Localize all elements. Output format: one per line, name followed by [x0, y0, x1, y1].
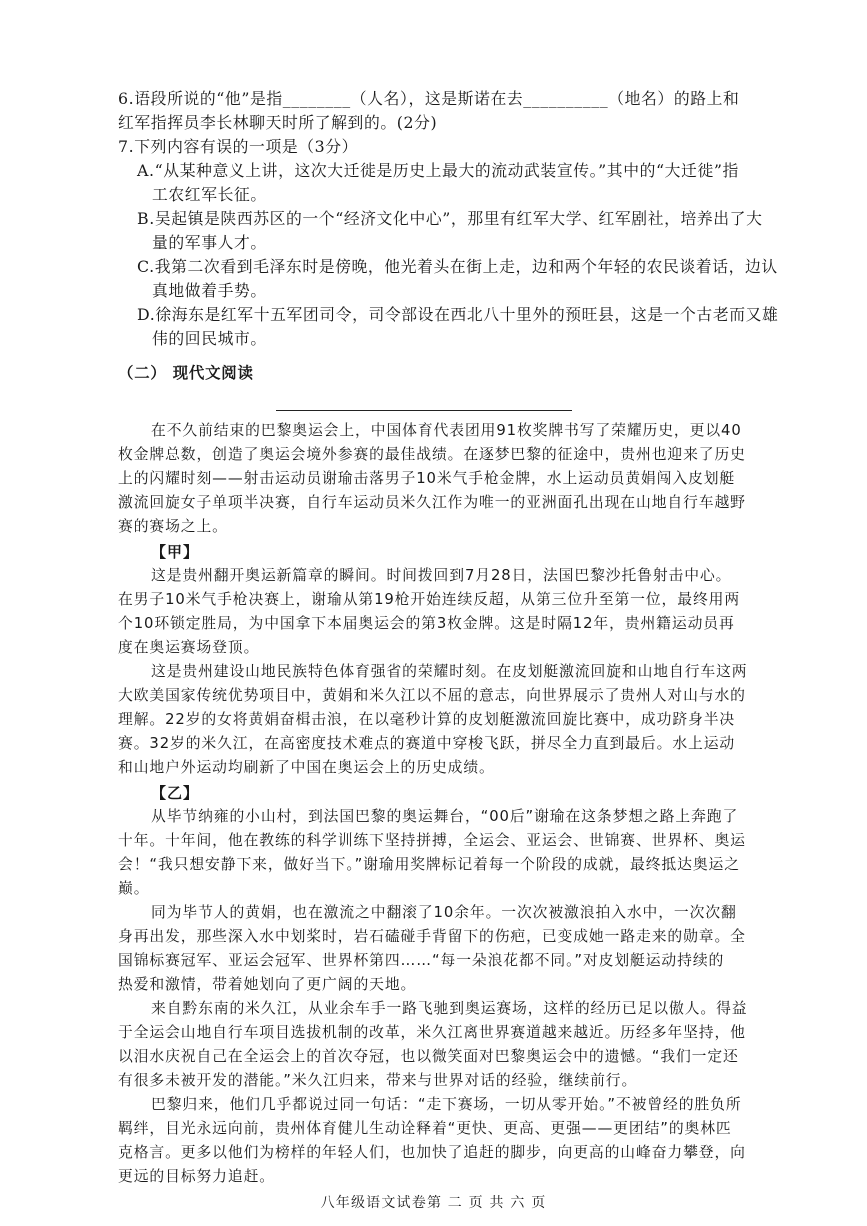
section-mark-jia: 【甲】 — [151, 543, 200, 561]
option-c-line-2: 真地做着手势。 — [152, 281, 267, 300]
jia-p2-line-4: 赛。32岁的米久江，在高密度技术难点的赛道中穿梭飞跃，拼尽全力直到最后。水上运动 — [118, 735, 736, 752]
page-footer: 八年级语文试卷第 二 页 共 六 页 — [320, 1195, 547, 1211]
jia-p2-line-5: 和山地户外运动均刷新了中国在奥运会上的历史成绩。 — [118, 759, 495, 776]
yi-p4-line-1: 巴黎归来，他们几乎都说过同一句话：“走下赛场，一切从零开始。”不被曾经的胜负所 — [151, 1096, 742, 1113]
yi-p3-line-4: 有很多未被开发的潜能。”米久江归来，带来与世界对话的经验，继续前行。 — [118, 1072, 638, 1089]
option-b-line-2: 量的军事人才。 — [152, 233, 267, 252]
yi-p2-line-1: 同为毕节人的黄娟，也在激流之中翻滚了10余年。一次次被激浪拍入水中，一次次翻 — [151, 904, 737, 921]
option-b-line-1: B.吴起镇是陕西苏区的一个“经济文化中心”，那里有红军大学、红军剧社，培养出了大 — [137, 209, 763, 228]
intro-line-4: 激流回旋女子单项半决赛，自行车运动员米久江作为唯一的亚洲面孔出现在山地自行车越野 — [118, 494, 746, 511]
intro-line-2: 枚金牌总数，创造了奥运会境外参赛的最佳战绩。在逐梦巴黎的征途中，贵州也迎来了历史 — [118, 446, 746, 463]
yi-p2-line-2: 身再出发，那些深入水中划桨时，岩石磕碰手背留下的伤疤，已变成她一路走来的勋章。全 — [118, 928, 746, 945]
intro-line-5: 赛的赛场之上。 — [118, 518, 228, 535]
yi-p2-line-4: 热爱和激情，带着她划向了更广阔的天地。 — [118, 976, 417, 993]
yi-p4-line-3: 克格言。更多以他们为榜样的年轻人们，也加快了追赶的脚步，向更高的山峰奋力攀登，向 — [118, 1144, 746, 1161]
jia-p2-line-3: 理解。22岁的女将黄娟奋楫击浪，在以毫秒计算的皮划艇激流回旋比赛中，成功跻身半决 — [118, 711, 736, 728]
option-a-line-1: A.“从某种意义上讲，这次大迁徙是历史上最大的流动武装宣传。”其中的“大迁徙”指 — [137, 161, 739, 180]
intro-line-1: 在不久前结束的巴黎奥运会上，中国体育代表团用91枚奖牌书写了荣耀历史，更以40 — [151, 422, 742, 439]
question-6-line-1: 6.语段所说的“他”是指________（人名），这是斯诺在去__________（地名）的路上和 — [118, 89, 740, 108]
section-mark-yi: 【乙】 — [151, 784, 200, 802]
question-7-stem: 7.下列内容有误的一项是（3分） — [118, 137, 359, 156]
yi-p2-line-3: 国锦标赛冠军、亚运会冠军、世界杯第四……“每一朵浪花都不同。”对皮划艇运动持续的 — [118, 952, 725, 969]
jia-p1-line-4: 度在奥运赛场登顶。 — [118, 639, 260, 656]
yi-p1-line-2: 十年。十年间，他在教练的科学训练下坚持拼搏，全运会、亚运会、世锦赛、世界杯、奥运 — [118, 832, 746, 849]
yi-p1-line-3: 会！“我只想安静下来，做好当下。”谢瑜用奖牌标记着每一个阶段的成就，最终抵达奥运之 — [118, 856, 740, 873]
jia-p1-line-1: 这是贵州翻开奥运新篇章的瞬间。时间拨回到7月28日，法国巴黎沙托鲁射击中心。 — [151, 567, 732, 584]
question-6-line-2: 红军指挥员李长林聊天时所了解到的。(2分) — [118, 113, 438, 132]
jia-p1-line-3: 个10环锁定胜局，为中国拿下本届奥运会的第3枚金牌。这是时隔12年，贵州籍运动员再 — [118, 615, 735, 632]
option-d-line-1: D.徐海东是红军十五军团司令，司令部设在西北八十里外的预旺县，这是一个古老而又雄 — [137, 305, 779, 324]
jia-p2-line-2: 大欧美国家传统优势项目中，黄娟和米久江以不屈的意志，向世界展示了贵州人对山与水的 — [118, 687, 746, 704]
option-a-line-2: 工农红军长征。 — [152, 185, 267, 204]
yi-p3-line-2: 于全运会山地自行车项目选拔机制的改革，米久江离世界赛道越来越近。历经多年坚持，他 — [118, 1024, 746, 1041]
yi-p1-line-4: 巅。 — [118, 880, 150, 897]
yi-p3-line-1: 来自黔东南的米久江，从业余车手一路飞驰到奥运赛场，这样的经历已足以傲人。得益 — [151, 1000, 748, 1017]
yi-p4-line-2: 羁绊，目光永远向前，贵州体育健儿生动诠释着“更快、更高、更强——更团结”的奥林匹 — [118, 1120, 732, 1137]
option-d-line-2: 伟的回民城市。 — [152, 329, 267, 348]
yi-p1-line-1: 从毕节纳雍的小山村，到法国巴黎的奥运舞台，“00后”谢瑜在这条梦想之路上奔跑了 — [151, 808, 739, 825]
yi-p3-line-3: 以泪水庆祝自己在全运会上的首次夺冠，也以微笑面对巴黎奥运会中的遗憾。“我们一定还 — [118, 1048, 739, 1065]
title-blank-line — [276, 410, 572, 411]
yi-p4-line-4: 更远的目标努力追赶。 — [118, 1168, 275, 1185]
intro-line-3: 上的闪耀时刻——射击运动员谢瑜击落男子10米气手枪金牌，水上运动员黄娟闯入皮划艇 — [118, 470, 736, 487]
option-c-line-1: C.我第二次看到毛泽东时是傍晚，他光着头在街上走，边和两个年轻的农民谈着话，边认 — [137, 257, 778, 276]
jia-p2-line-1: 这是贵州建设山地民族特色体育强省的荣耀时刻。在皮划艇激流回旋和山地自行车这两 — [151, 663, 748, 680]
section-heading: （二） 现代文阅读 — [118, 364, 254, 382]
jia-p1-line-2: 在男子10米气手枪决赛上，谢瑜从第19枪开始连续反超，从第三位升至第一位，最终用两 — [118, 591, 741, 608]
